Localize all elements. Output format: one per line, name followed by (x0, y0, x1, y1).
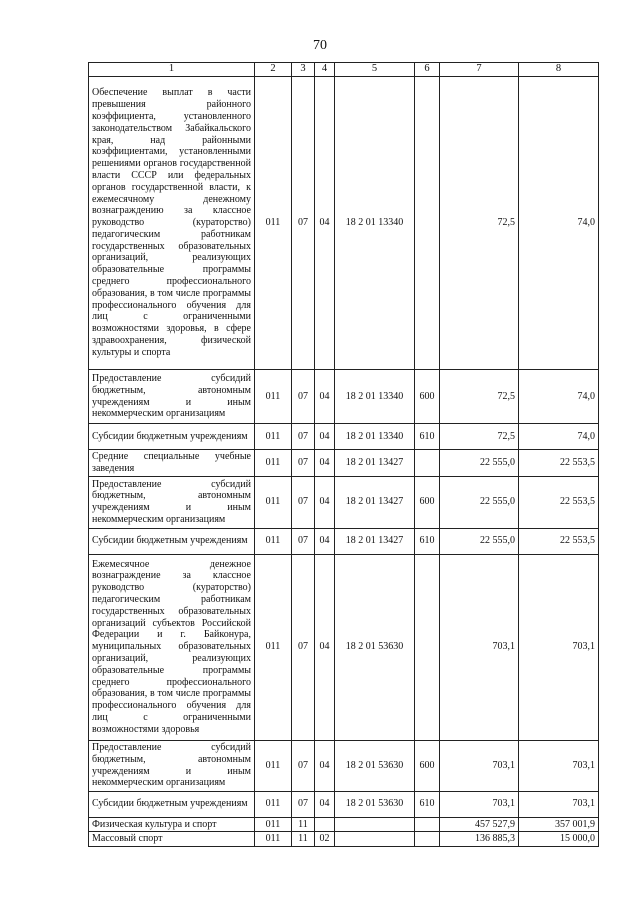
column-header: 1 (89, 63, 255, 77)
cell-amount-8: 74,0 (519, 77, 599, 370)
cell-expense-type (415, 832, 440, 847)
cell-subsection: 04 (315, 424, 335, 450)
cell-amount-7: 72,5 (440, 77, 519, 370)
cell-section: 11 (292, 817, 315, 832)
cell-amount-8: 703,1 (519, 554, 599, 740)
cell-amount-7: 22 555,0 (440, 476, 519, 528)
row-name: Предоставление субсидий бюджетным, автономным учреждениям и иным некоммерческим организациям (89, 740, 255, 791)
cell-target-article: 18 2 01 53630 (335, 554, 415, 740)
page-number: 70 (313, 38, 327, 53)
cell-amount-7: 457 527,9 (440, 817, 519, 832)
cell-section: 11 (292, 832, 315, 847)
cell-expense-type: 600 (415, 370, 440, 424)
cell-target-article: 18 2 01 13427 (335, 450, 415, 477)
column-header: 7 (440, 63, 519, 77)
cell-amount-7: 703,1 (440, 791, 519, 817)
cell-target-article: 18 2 01 53630 (335, 740, 415, 791)
row-name: Предоставление субсидий бюджетным, автономным учреждениям и иным некоммерческим организациям (89, 370, 255, 424)
cell-expense-type: 600 (415, 740, 440, 791)
cell-subsection: 04 (315, 370, 335, 424)
cell-ministry: 011 (255, 370, 292, 424)
table-row (89, 450, 599, 477)
column-header: 6 (415, 63, 440, 77)
cell-amount-7: 22 555,0 (440, 528, 519, 554)
cell-amount-7: 72,5 (440, 370, 519, 424)
cell-target-article (335, 817, 415, 832)
cell-target-article: 18 2 01 13340 (335, 77, 415, 370)
cell-expense-type (415, 450, 440, 477)
cell-section: 07 (292, 450, 315, 477)
cell-amount-8: 703,1 (519, 740, 599, 791)
cell-expense-type (415, 817, 440, 832)
cell-amount-8: 22 553,5 (519, 450, 599, 477)
cell-section: 07 (292, 424, 315, 450)
cell-amount-7: 72,5 (440, 424, 519, 450)
cell-section: 07 (292, 476, 315, 528)
cell-subsection: 02 (315, 832, 335, 847)
table-row (89, 740, 599, 791)
cell-expense-type: 610 (415, 791, 440, 817)
cell-amount-7: 136 885,3 (440, 832, 519, 847)
cell-target-article: 18 2 01 53630 (335, 791, 415, 817)
cell-subsection: 04 (315, 450, 335, 477)
row-name: Средние специальные учебные заведения (89, 450, 255, 477)
cell-amount-8: 15 000,0 (519, 832, 599, 847)
cell-ministry: 011 (255, 424, 292, 450)
cell-target-article: 18 2 01 13427 (335, 476, 415, 528)
cell-section: 07 (292, 740, 315, 791)
cell-subsection: 04 (315, 791, 335, 817)
cell-expense-type (415, 554, 440, 740)
cell-ministry: 011 (255, 528, 292, 554)
cell-amount-7: 22 555,0 (440, 450, 519, 477)
column-header: 3 (292, 63, 315, 77)
row-name: Субсидии бюджетным учреждениям (89, 791, 255, 817)
row-name: Ежемесячное денежное вознаграждение за классное руководство (кураторство) педагогическим работникам государственных образовательных организаций субъектов Российской Федерации и г. Байконура, муниципальных образовательных организаций, реализующих образовательные программы среднего профессионального образования, в том числе программы профессионального обучения для лиц с ограниченными возможностями здоровья (89, 554, 255, 740)
cell-section: 07 (292, 528, 315, 554)
table-row (89, 554, 599, 740)
cell-section: 07 (292, 554, 315, 740)
table-header-row (89, 63, 599, 77)
column-header: 8 (519, 63, 599, 77)
cell-amount-8: 74,0 (519, 424, 599, 450)
cell-amount-8: 703,1 (519, 791, 599, 817)
cell-amount-8: 22 553,5 (519, 476, 599, 528)
column-header: 2 (255, 63, 292, 77)
cell-expense-type: 600 (415, 476, 440, 528)
row-name: Субсидии бюджетным учреждениям (89, 424, 255, 450)
cell-ministry: 011 (255, 77, 292, 370)
table-row (89, 791, 599, 817)
column-header: 4 (315, 63, 335, 77)
row-name: Физическая культура и спорт (89, 817, 255, 832)
cell-section: 07 (292, 77, 315, 370)
cell-subsection: 04 (315, 554, 335, 740)
cell-ministry: 011 (255, 476, 292, 528)
table-row (89, 370, 599, 424)
cell-ministry: 011 (255, 832, 292, 847)
cell-amount-8: 74,0 (519, 370, 599, 424)
cell-ministry: 011 (255, 450, 292, 477)
table-row (89, 528, 599, 554)
cell-ministry: 011 (255, 740, 292, 791)
cell-subsection: 04 (315, 476, 335, 528)
cell-amount-8: 22 553,5 (519, 528, 599, 554)
cell-expense-type: 610 (415, 528, 440, 554)
cell-amount-8: 357 001,9 (519, 817, 599, 832)
cell-expense-type: 610 (415, 424, 440, 450)
cell-target-article (335, 832, 415, 847)
cell-subsection: 04 (315, 740, 335, 791)
table-row (89, 476, 599, 528)
cell-subsection (315, 817, 335, 832)
cell-target-article: 18 2 01 13340 (335, 424, 415, 450)
table-row (89, 424, 599, 450)
cell-target-article: 18 2 01 13340 (335, 370, 415, 424)
row-name: Предоставление субсидий бюджетным, автономным учреждениям и иным некоммерческим организациям (89, 476, 255, 528)
table-row (89, 817, 599, 832)
row-name: Обеспечение выплат в части превышения районного коэффициента, установленного законодательством Забайкальского края, над районными коэффициентами, установленными решениями органов государственной власти СССР или федеральных органов государственной власти, к ежемесячному денежному вознаграждению за классное руководство (кураторство) педагогическим работникам государственных образовательных организаций, реализующих образовательные программы среднего профессионального образования, в том числе программы профессионального обучения для лиц с ограниченными возможностями здоровья, в сфере здравоохранения, физической культуры и спорта (89, 77, 255, 370)
cell-target-article: 18 2 01 13427 (335, 528, 415, 554)
cell-subsection: 04 (315, 528, 335, 554)
row-name: Субсидии бюджетным учреждениям (89, 528, 255, 554)
cell-ministry: 011 (255, 554, 292, 740)
budget-table (88, 62, 599, 847)
table-row (89, 832, 599, 847)
row-name: Массовый спорт (89, 832, 255, 847)
cell-amount-7: 703,1 (440, 554, 519, 740)
cell-ministry: 011 (255, 817, 292, 832)
cell-expense-type (415, 77, 440, 370)
cell-subsection: 04 (315, 77, 335, 370)
cell-ministry: 011 (255, 791, 292, 817)
cell-section: 07 (292, 791, 315, 817)
cell-section: 07 (292, 370, 315, 424)
column-header: 5 (335, 63, 415, 77)
table-row (89, 77, 599, 370)
cell-amount-7: 703,1 (440, 740, 519, 791)
